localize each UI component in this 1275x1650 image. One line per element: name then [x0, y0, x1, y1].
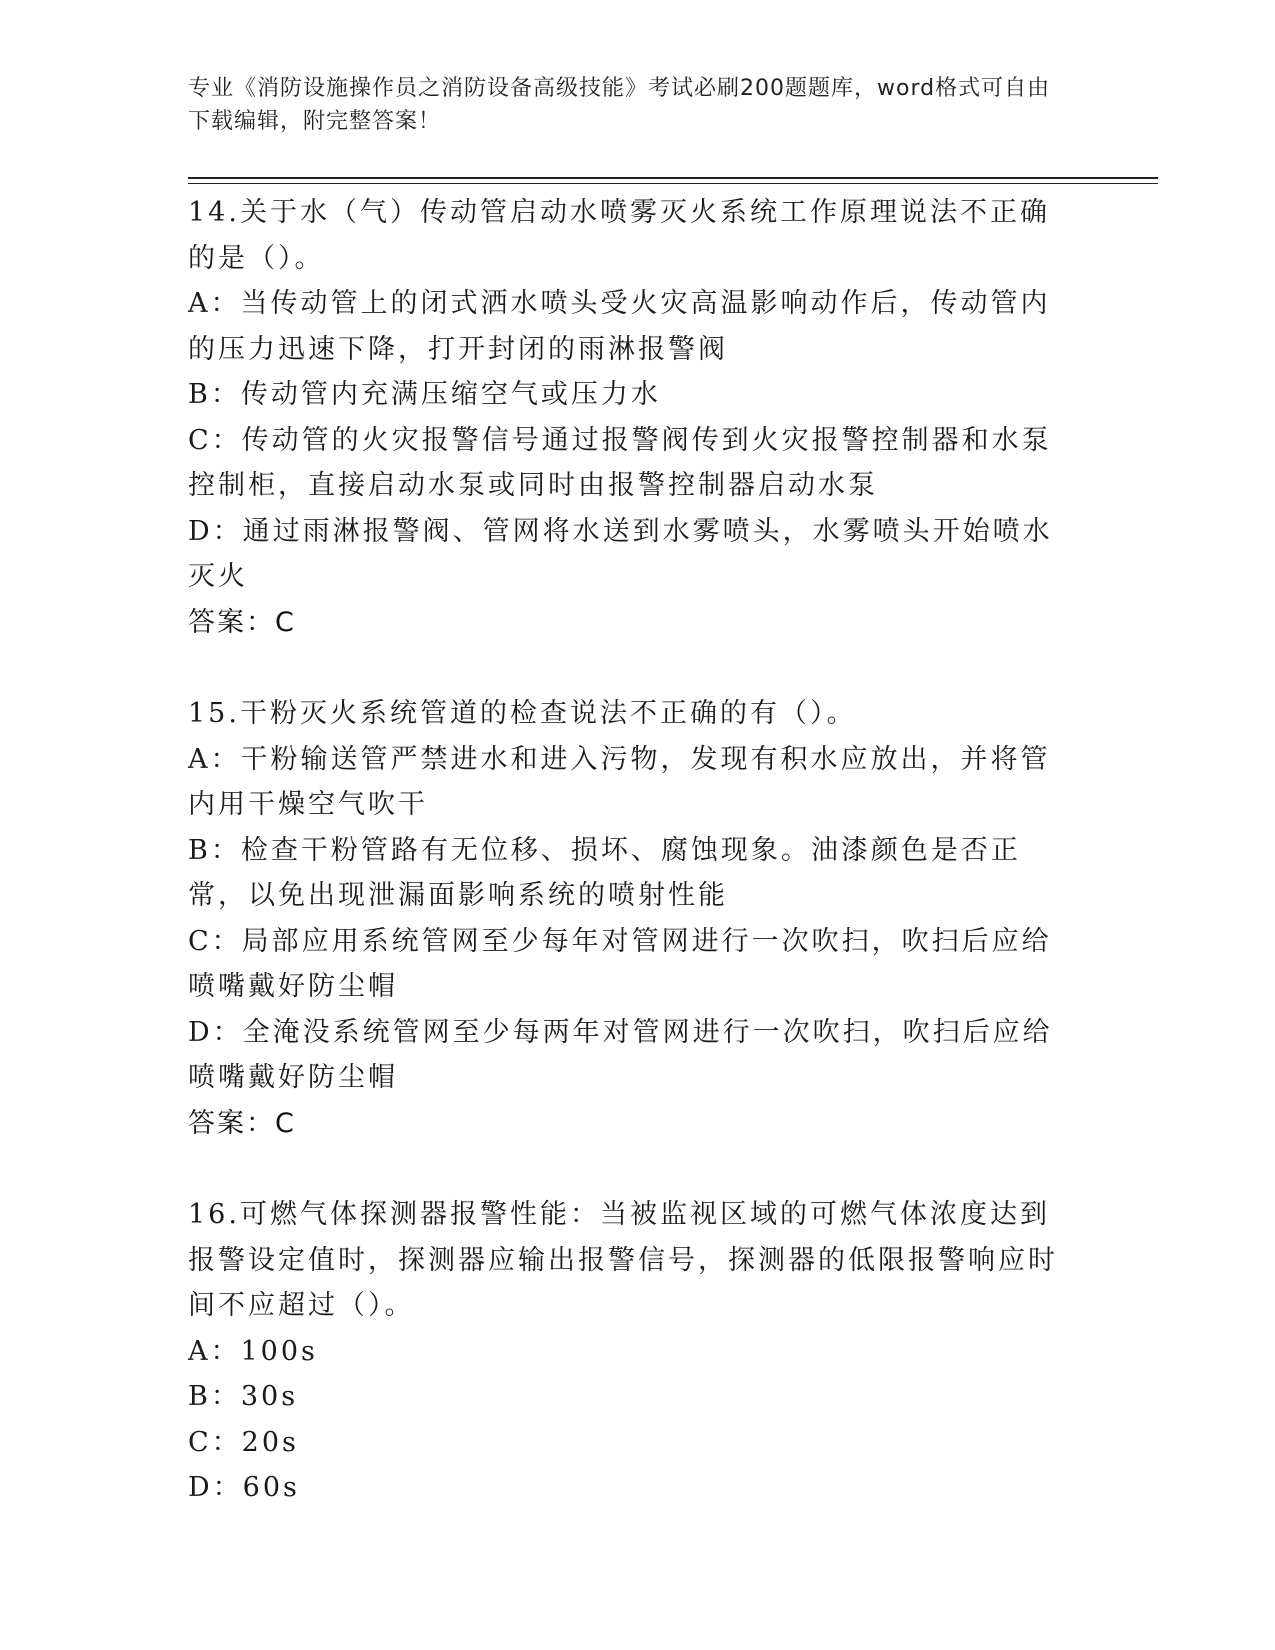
option-d: D：60s: [188, 1472, 300, 1503]
answer-line: 答案：C: [188, 606, 296, 638]
question-14: [188, 190, 1078, 645]
option-b: B：传动管内充满压缩空气或压力水: [188, 379, 661, 410]
option-c: C：20s: [188, 1426, 299, 1458]
option-a: A：100s: [188, 1335, 318, 1367]
option-d: D：通过雨淋报警阀、管网将水送到水雾喷头，水雾喷头开始喷水灭火: [188, 515, 1053, 592]
question-stem: 15.干粉灭火系统管道的检查说法不正确的有（）。: [188, 698, 857, 729]
option-c: C：传动管的火灾报警信号通过报警阀传到火灾报警控制器和水泵控制柜，直接启动水泵或同时由报警控制器启动水泵: [188, 424, 1052, 501]
option-c: C：局部应用系统管网至少每年对管网进行一次吹扫，吹扫后应给喷嘴戴好防尘帽: [188, 925, 1052, 1002]
question-spacer: [188, 1146, 1078, 1192]
option-b: B：检查干粉管路有无位移、损坏、腐蚀现象。油漆颜色是否正常，以免出现泄漏面影响系统的喷射性能: [188, 834, 1021, 911]
question-stem: 14.关于水（气）传动管启动水喷雾灭火系统工作原理说法不正确的是（）。: [188, 197, 1050, 274]
option-d: D：全淹没系统管网至少每两年对管网进行一次吹扫，吹扫后应给喷嘴戴好防尘帽: [188, 1016, 1053, 1093]
option-a: A：干粉输送管严禁进水和进入污物，发现有积水应放出，并将管内用干燥空气吹干: [188, 743, 1051, 820]
option-a: A：当传动管上的闭式洒水喷头受火灾高温影响动作后，传动管内的压力迅速下降，打开封闭的雨淋报警阀: [188, 288, 1051, 365]
option-b: B：30s: [188, 1381, 299, 1412]
header-divider-thin: [188, 183, 1158, 184]
header-divider-thick: [188, 177, 1158, 179]
question-stem: 16.可燃气体探测器报警性能：当被监视区域的可燃气体浓度达到报警设定值时，探测器应输出报警信号，探测器的低限报警响应时间不应超过（）。: [188, 1199, 1058, 1321]
question-list: [188, 190, 1078, 1511]
document-header: 专业《消防设施操作员之消防设备高级技能》考试必刷200题题库，word格式可自由下载编辑，附完整答案！: [188, 76, 1051, 134]
question-15: [188, 691, 1078, 1146]
question-16: [188, 1192, 1078, 1511]
answer-line: 答案：C: [188, 1107, 296, 1139]
question-spacer: [188, 645, 1078, 691]
